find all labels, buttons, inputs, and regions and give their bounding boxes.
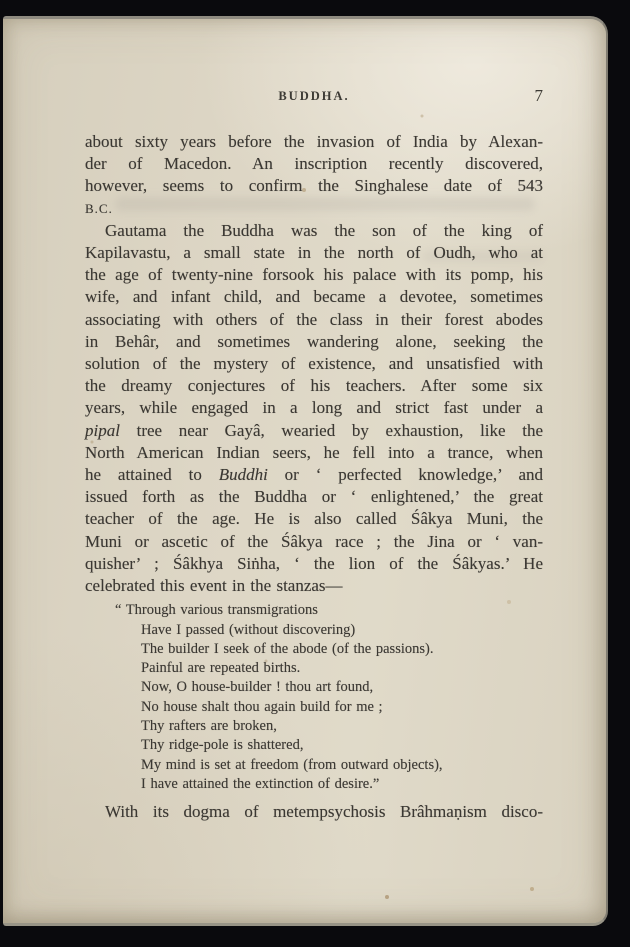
italic-word: Buddhi [218, 465, 268, 485]
page-number: 7 [534, 86, 543, 105]
text-line [85, 464, 543, 486]
page-header [85, 83, 543, 109]
text-line: Muni or ascetic of the Śâkya race ; the Jina or ‘ van- [85, 531, 543, 551]
italic-word: pipal [85, 420, 120, 440]
stanza-line: My mind is set at freedom (from outward objects), [141, 756, 443, 773]
stanza-block [85, 601, 543, 794]
stanza-line: No house shalt thou again build for me ; [141, 698, 383, 715]
text-segment: he attained to [85, 465, 219, 485]
text-line [85, 420, 543, 442]
text-line: years, while engaged in a long and strict fast under a [85, 398, 543, 418]
text-line: With its dogma of metempsychosis Brâhmaṇism disco- [105, 802, 543, 822]
text-line: Gautama the Buddha was the son of the king of [105, 220, 543, 240]
text-line: celebrated this event in the stanzas— [85, 576, 343, 596]
running-title: BUDDHA. [278, 89, 350, 103]
text-line: in Behâr, and sometimes wandering alone, seeking the [85, 331, 543, 351]
text-line: the age of twenty-nine forsook his palace with its pomp, his [85, 265, 543, 285]
text-segment: or ‘ perfected knowledge,’ and [267, 465, 543, 485]
stanza-line: The builder I seek of the abode (of the passions). [141, 640, 434, 657]
stanza-line: Thy ridge-pole is shattered, [141, 737, 304, 754]
text-block [85, 131, 543, 823]
text-line: about sixty years before the invasion of India by Alexan- [85, 132, 543, 151]
book-page [3, 16, 608, 926]
stanza-line: Thy rafters are broken, [141, 718, 277, 735]
stanza-line: “ Through various transmigrations [115, 602, 318, 619]
text-line: Kapilavastu, a small state in the north of Oudh, who at [85, 243, 543, 263]
stanza-line: Now, O house-builder ! thou art found, [141, 679, 374, 696]
text-line: teacher of the age. He is also called Śâkya Muni, the [85, 509, 543, 529]
text-segment: tree near Gayâ, wearied by exhaustion, like the [119, 420, 543, 440]
stanza-line: Painful are repeated births. [141, 660, 301, 677]
text-line: the dreamy conjectures of his teachers. After some six [85, 376, 543, 396]
text-line: B.C. [85, 200, 113, 216]
text-line: solution of the mystery of existence, and unsatisfied with [85, 354, 543, 374]
text-line: associating with others of the class in their forest abodes [85, 309, 543, 329]
text-line: wife, and infant child, and became a devotee, sometimes [85, 287, 543, 307]
stanza-line: Have I passed (without discovering) [141, 621, 356, 638]
text-line: issued forth as the Buddha or ‘ enlightened,’ the great [85, 487, 543, 507]
paper-specks [3, 19, 5, 21]
text-line: der of Macedon. An inscription recently discovered, [85, 154, 543, 174]
stanza-line: I have attained the extinction of desire.” [141, 775, 380, 792]
text-line: however, seems to confirm the Singhalese date of 543 [85, 176, 543, 196]
text-line: quisher’ ; Śâkhya Siṅha, ‘ the lion of the Śâkyas.’ He [85, 553, 543, 573]
text-line: North American Indian seers, he fell into a trance, when [85, 442, 543, 462]
